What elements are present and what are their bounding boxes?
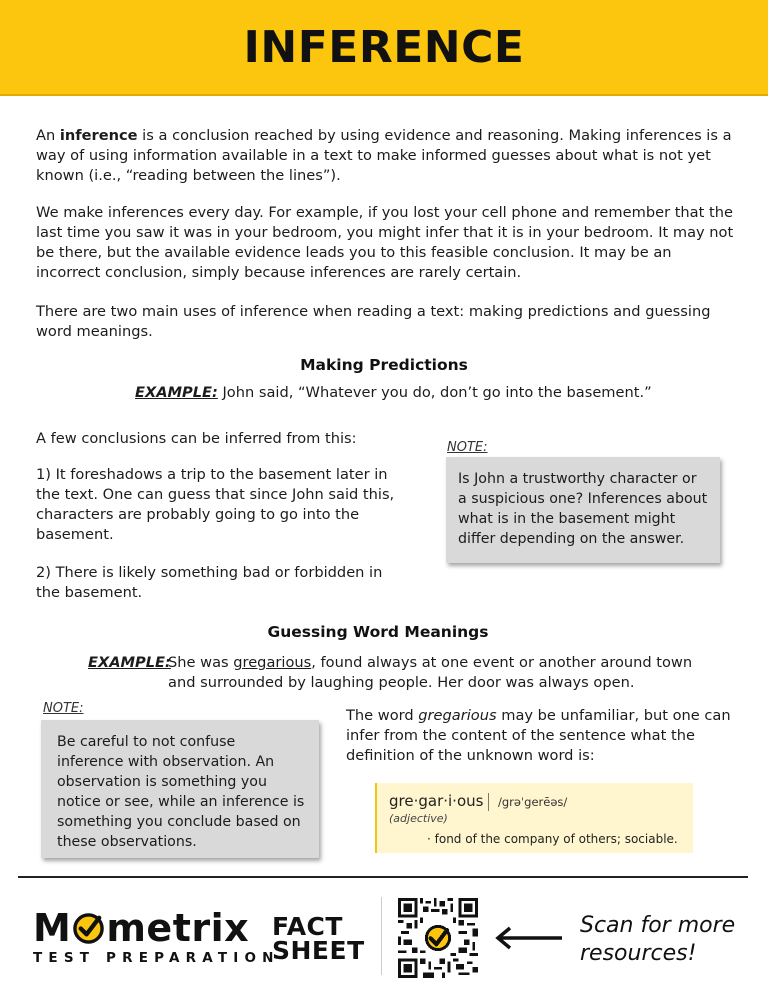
note-label-word-meanings: NOTE: (43, 701, 84, 716)
intro-text: is a conclusion reached by using evidence and reasoning. Making inferences is a way of using information available in a text to make informed guesses about what is not yet known (i.e., “reading between the lines”). (36, 127, 732, 184)
qr-code-icon[interactable] (398, 898, 478, 978)
note-label-predictions: NOTE: (447, 440, 488, 455)
title-banner (0, 0, 768, 96)
prediction-lead: A few conclusions can be inferred from this: (36, 430, 357, 447)
arrow-left-icon (494, 926, 564, 950)
note-box-predictions (446, 457, 720, 563)
example-label: EXAMPLE: (135, 384, 218, 401)
example-text: She was (168, 654, 234, 671)
page-title: INFERENCE (243, 21, 525, 73)
intro-paragraph-2: We make inferences every day. For example, if you lost your cell phone and remember that the last time you saw it was in your bedroom, you might infer that it is in your bedroom. It may not be there, but the available evidence leads you to this feasible conclusion. It may be an incorrect conclusion, simply because inferences are rarely certain. (36, 204, 734, 281)
section-heading-word-meanings: Guessing Word Meanings (267, 623, 489, 641)
dictionary-part-of-speech: (adjective) (389, 812, 448, 825)
note-text-predictions: Is John a trustworthy character or a suspicious one? Inferences about what is in the basement might differ depending on the answer. (458, 471, 708, 547)
footer-divider (18, 876, 748, 878)
brand-letters: metrix (106, 906, 250, 950)
prediction-example (135, 383, 695, 403)
intro-text: An (36, 127, 60, 144)
word-example-text (168, 653, 708, 693)
checkmark-logo-icon (72, 912, 105, 945)
word-explanation (346, 706, 731, 766)
prediction-point-1: 1) It foreshadows a trip to the basement later in the text. One can guess that since John said this, characters are probably going to go into the basement. (36, 466, 395, 543)
explain-text: may be unfamiliar, but one can infer from the content of the sentence what the definition of the unknown word is: (346, 707, 731, 764)
dictionary-entry (375, 783, 693, 853)
mometrix-logo (33, 908, 280, 966)
dictionary-separator (488, 793, 489, 811)
sheet-label: SHEET (272, 936, 365, 965)
brand-name (33, 908, 280, 948)
dictionary-pronunciation: /grəˈgerēəs/ (498, 795, 568, 809)
scan-line-1: Scan for more (580, 913, 736, 938)
intro-paragraph-1 (36, 126, 736, 186)
dictionary-word: gre·gar·i·ous (389, 792, 484, 810)
section-heading-predictions: Making Predictions (300, 356, 468, 374)
fact-sheet-label (272, 912, 365, 965)
dictionary-definition: · fond of the company of others; sociable. (427, 832, 678, 846)
prediction-point-2: 2) There is likely something bad or forbidden in the basement. (36, 564, 383, 601)
scan-prompt (580, 912, 735, 968)
fact-label: FACT (272, 912, 343, 941)
example-text: , found always at one event or another around town and surrounded by laughing people. Her door was always open. (168, 654, 693, 691)
explain-text: The word (346, 707, 419, 724)
term-inference: inference (59, 127, 138, 144)
note-text-word-meanings: Be careful to not confuse inference with observation. An observation is something you notice or see, while an inference is something you conclude based on these observations. (57, 734, 305, 850)
scan-line-2: resources! (580, 941, 697, 966)
brand-letter: M (33, 906, 72, 950)
example-label: EXAMPLE: (88, 654, 171, 671)
brand-tagline: TEST PREPARATION (33, 950, 280, 966)
example-text: John said, “Whatever you do, don’t go into the basement.” (217, 384, 652, 401)
footer-separator (381, 897, 382, 975)
explain-word: gregarious (418, 707, 497, 724)
gregarious-word: gregarious (233, 654, 312, 671)
note-box-word-meanings (41, 720, 319, 858)
intro-paragraph-3: There are two main uses of inference when reading a text: making predictions and guessing word meanings. (36, 303, 711, 340)
